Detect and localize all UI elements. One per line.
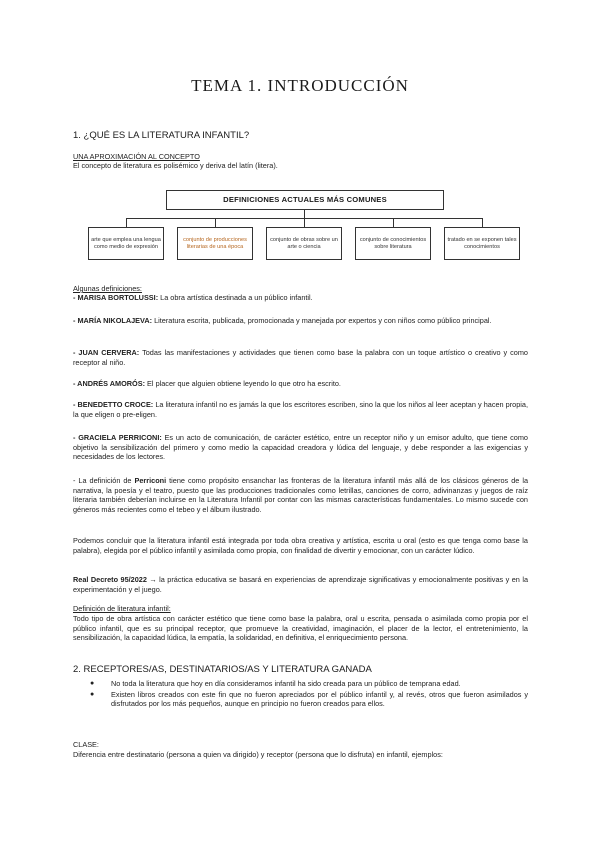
diagram-connector <box>126 218 127 227</box>
section1-heading: 1. ¿QUÉ ES LA LITERATURA INFANTIL? <box>73 130 250 141</box>
literature-definition-text: Todo tipo de obra artística con carácter estético que tiene como base la palabra, oral u escrita, pensada o asimilada como propia por el público infantil, que es su principal receptor, que promueve la creatividad, imaginación, el placer de la lector, el entretenimiento, la sensibilización, la capacidad lúdica, la empatía, la solidaridad, en definitiva, el enriquecimiento persona. <box>73 614 528 643</box>
diagram-connector <box>215 218 216 227</box>
definition-item: - MARISA BORTOLUSSI: La obra artística destinada a un público infantil. <box>73 293 313 302</box>
diagram-child: conjunto de obras sobre un arte o ciencia <box>266 227 342 260</box>
diagram-child: tratado en se exponen tales conocimientos <box>444 227 520 260</box>
diagram-child: conjunto de conocimientos sobre literatura <box>355 227 431 260</box>
section1-subheading: UNA APROXIMACIÓN AL CONCEPTO <box>73 152 200 161</box>
diagram-connector <box>304 218 305 227</box>
literature-definition-heading: Definición de literatura infantil: <box>73 604 171 613</box>
section2-heading: 2. RECEPTORES/AS, DESTINATARIOS/AS Y LITERATURA GANADA <box>73 664 372 675</box>
definition-item: - GRACIELA PERRICONI: Es un acto de comunicación, de carácter estético, entre un receptor niño y un emisor adulto, que tiene como objetivo la sensibilización del primero y como medio la capacidad creadora y lúdica del lenguaje, y debe responder a las exigencias y necesidades de los lectores. <box>73 433 528 462</box>
definitions-heading: Algunas definiciones: <box>73 284 142 293</box>
diagram-root: DEFINICIONES ACTUALES MÁS COMUNES <box>166 190 444 210</box>
definition-item: - BENEDETTO CROCE: La literatura infantil no es jamás la que los escritores escriben, sino la que los niños al leer aceptan y hacen propia, la que eligen o pre-eligen. <box>73 400 528 419</box>
clase-label: CLASE: <box>73 740 99 749</box>
bullet-icon: ● <box>90 680 95 687</box>
conclusion-paragraph: Podemos concluir que la literatura infantil está integrada por toda obra creativa y artística, escrita u oral (esto es que tenga como base la palabra), elegida por el público infantil y asimilada como propia, con finalidad de divertir y emocionar, con un carácter lúdico. <box>73 536 528 555</box>
diagram-connector <box>304 210 305 218</box>
section2-bullet-list <box>73 679 528 710</box>
definition-item: - MARÍA NIKOLAJEVA: Literatura escrita, publicada, promocionada y manejada por expertos y con niños como público principal. <box>73 316 492 325</box>
diagram-connector <box>482 218 483 227</box>
diagram-child: arte que emplea una lengua como medio de expresión <box>88 227 164 260</box>
list-item: ● Existen libros creados con este fin que no fueron apreciados por el público infantil y, al revés, otros que fueron asimilados y disfrutados por los más pequeños, aunque en principio no fueron creados para ellos. <box>90 689 528 709</box>
section1-intro: El concepto de literatura es polisémico y deriva del latín (litera). <box>73 161 278 170</box>
clase-text: Diferencia entre destinatario (persona a quien va dirigido) y receptor (persona que lo disfruta) en infantil, ejemplos: <box>73 750 443 759</box>
definition-item: - ANDRÉS AMORÓS: El placer que alguien obtiene leyendo lo que otro ha escrito. <box>73 379 341 388</box>
diagram-child: conjunto de producciones literarias de una época <box>177 227 253 260</box>
bullet-icon: ● <box>90 690 95 698</box>
definition-item: - JUAN CERVERA: Todas las manifestaciones y actividades que tienen como base la palabra con un toque artístico o creativo y como receptor al niño. <box>73 348 528 367</box>
page-title: TEMA 1. INTRODUCCIÓN <box>191 76 409 95</box>
list-item: ● No toda la literatura que hoy en día consideramos infantil ha sido creada para un público de temprana edad. <box>90 679 461 688</box>
perriconi-paragraph: - La definición de Perriconi tiene como propósito ensanchar las fronteras de la literatura infantil más allá de los clásicos géneros de la narrativa, la poesía y el teatro, puesto que las producciones tradicionales como letrillas, canciones de corro, adivinanzas y juegos de raíz literaria también deberían incluirse en la Literatura Infantil por contar con las mismas características fundamentales. Lo mismo sucede con géneros más recientes como el tebeo y el álbum ilustrado. <box>73 476 528 514</box>
definitions-diagram <box>88 190 520 270</box>
decree-paragraph: Real Decreto 95/2022 → la práctica educativa se basará en experiencias de aprendizaje significativas y emocionalmente positivas y en la experimentación y el juego. <box>73 575 529 594</box>
diagram-connector <box>393 218 394 227</box>
